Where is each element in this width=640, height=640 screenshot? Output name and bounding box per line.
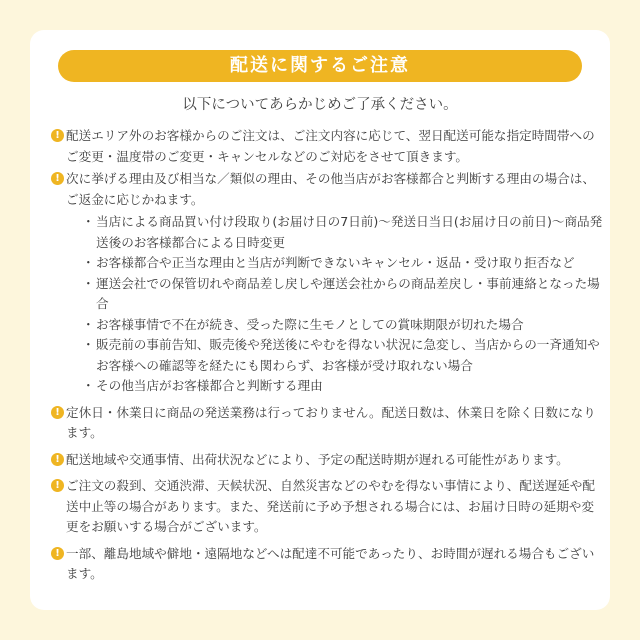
reason-item: ・ 販売前の事前告知、販売後や発送後にやむを得ない状況に急変し、当店からの一斉通知やお客様への確認等を経たにも関わらず、お客様が受け取れない場合	[82, 335, 604, 376]
notice-text: 一部、離島地域や僻地・遠隔地などへは配達不可能であったり、お時間が遅れる場合もございます。	[66, 545, 595, 581]
notice-item	[52, 450, 604, 471]
notice-item	[52, 544, 604, 585]
reason-item: ・ 当店による商品買い付け段取り(お届け日の7日前)〜発送日当日(お届け日の前日)〜商品発送後のお客様都合による日時変更	[82, 212, 604, 253]
exclamation-icon: !	[51, 172, 64, 185]
notice-text: 定休日・休業日に商品の発送業務は行っておりません。配送日数は、休業日を除く日数になります。	[66, 404, 596, 440]
notice-item	[52, 476, 604, 538]
reason-item: ・ お客様都合や正当な理由と当店が判断できないキャンセル・返品・受け取り拒否など	[82, 253, 604, 274]
reason-item: ・ その他当店がお客様都合と判断する理由	[82, 376, 604, 397]
reason-item: ・ お客様事情で不在が続き、受った際に生モノとしての賞味期限が切れた場合	[82, 315, 604, 336]
notice-card	[30, 30, 610, 610]
exclamation-icon: !	[51, 453, 64, 466]
notice-item	[52, 126, 604, 167]
exclamation-icon: !	[51, 479, 64, 492]
exclamation-icon: !	[51, 129, 64, 142]
reason-item: ・ 運送会社での保管切れや商品差し戻しや運送会社からの商品差戻し・事前連絡となった場合	[82, 274, 604, 315]
notice-text: 次に挙げる理由及び相当な／類似の理由、その他当店がお客様都合と判断する理由の場合は、ご返金に応じかねます。	[66, 171, 595, 207]
notice-text: ご注文の殺到、交通渋滞、天候状況、自然災害などのやむを得ない事情により、配送遅延や配送中止等の場合があります。また、発送前に予め予想される場合には、お届け日時の延期や変更をお願いする場合がございます。	[66, 478, 595, 534]
notice-list	[52, 126, 604, 585]
intro-text: 以下についてあらかじめご了承ください。	[182, 97, 458, 113]
notice-text: 配送地域や交通事情、出荷状況などにより、予定の配送時期が遅れる可能性があります。	[66, 451, 569, 467]
notice-text: 配送エリア外のお客様からのご注文は、ご注文内容に応じて、翌日配送可能な指定時間帯へのご変更・温度帯のご変更・キャンセルなどのご対応をさせて頂きます。	[66, 128, 595, 164]
reason-list	[66, 212, 604, 397]
notice-item	[52, 169, 604, 397]
title-banner: 配送に関するご注意	[58, 50, 582, 82]
notice-item	[52, 403, 604, 444]
exclamation-icon: !	[51, 547, 64, 560]
exclamation-icon: !	[51, 406, 64, 419]
